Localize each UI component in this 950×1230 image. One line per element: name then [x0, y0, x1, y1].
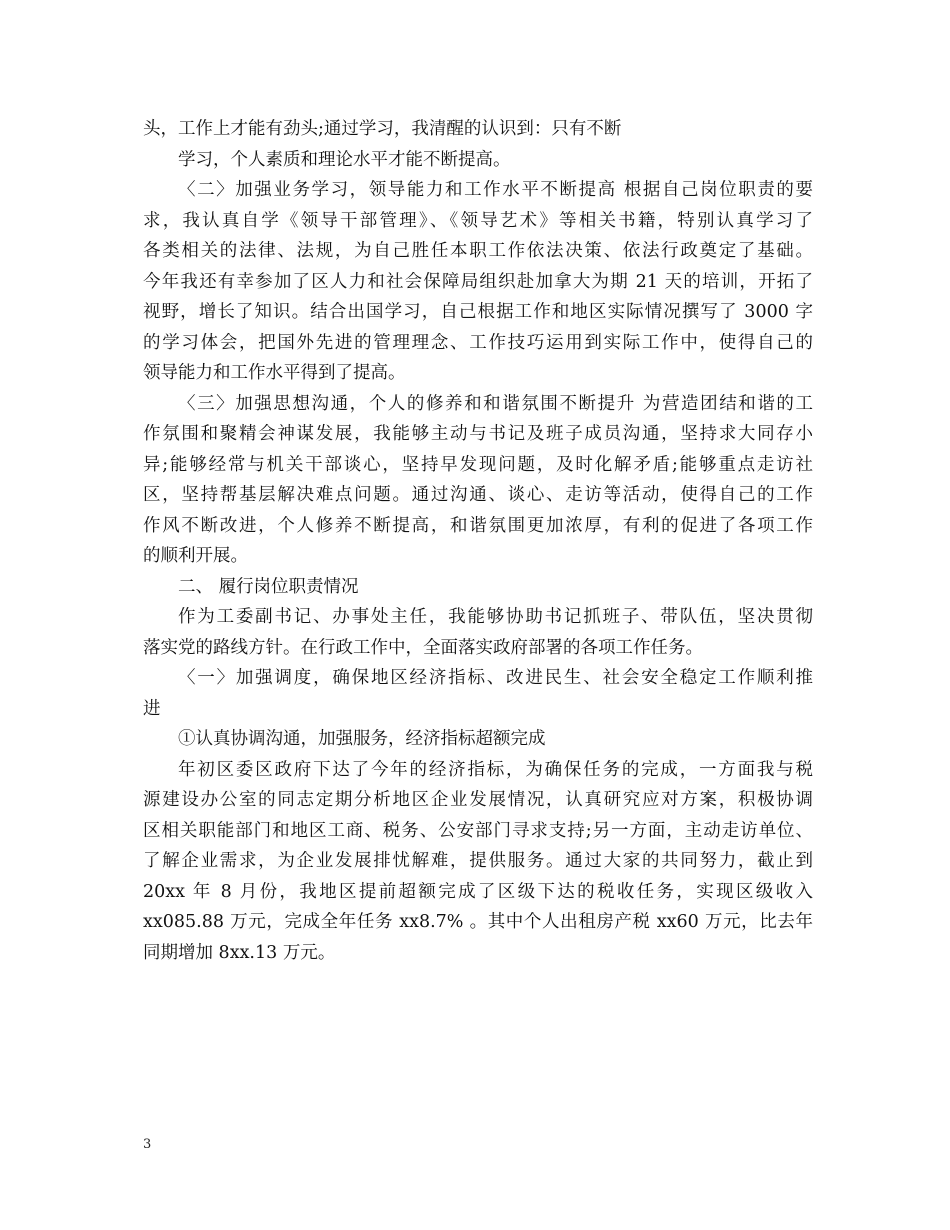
text-line: 年初区委区政府下达了今年的经济指标，为确保任务的完成，一方面我与税 — [178, 759, 813, 780]
text-line: 各类相关的法律、法规，为自己胜任本职工作依法决策、依法行政奠定了基础。 — [143, 241, 813, 261]
page-number: 3 — [143, 1137, 152, 1152]
text-line: 求，我认真自学《领导干部管理》、《领导艺术》等相关书籍，特别认真学习了 — [143, 210, 813, 231]
text-line: 区，坚持帮基层解决难点问题。通过沟通、谈心、走访等活动，使得自己的工作 — [143, 485, 813, 505]
text-line: 区相关职能部门和地区工商、税务、公安部门寻求支持;另一方面，主动走访单位、 — [143, 820, 813, 841]
text-line: 二、 履行岗位职责情况 — [178, 576, 359, 597]
text-line: 的学习体会，把国外先进的管理理念、工作技巧运用到实际工作中，使得自己的 — [143, 332, 813, 353]
text-line: 20xx 年 8 月份，我地区提前超额完成了区级下达的税收任务，实现区级收入 — [143, 881, 813, 902]
text-line: 了解企业需求，为企业发展排忧解难，提供服务。通过大家的共同努力，截止到 — [143, 851, 813, 871]
text-line: 今年我还有幸参加了区人力和社会保障局组织赴加拿大为期 21 天的培训，开拓了 — [143, 271, 813, 292]
text-line: 进 — [143, 698, 161, 719]
text-line: 落实党的路线方针。在行政工作中，全面落实政府部署的各项工作任务。 — [143, 637, 703, 658]
text-line: 学习，个人素质和理论水平才能不断提高。 — [178, 149, 511, 170]
text-line: 的顺利开展。 — [143, 546, 248, 566]
text-line: 作为工委副书记、办事处主任，我能够协助书记抓班子、带队伍，坚决贯彻 — [178, 607, 813, 627]
document-body — [143, 114, 813, 968]
text-line: 视野，增长了知识。结合出国学习，自己根据工作和地区实际情况撰写了 3000 字 — [143, 302, 813, 322]
text-line: 〈三〉加强思想沟通，个人的修养和和谐氛围不断提升 为营造团结和谐的工 — [178, 393, 813, 414]
text-line: 〈二〉加强业务学习，领导能力和工作水平不断提高 根据自己岗位职责的要 — [178, 180, 813, 200]
text-line: 领导能力和工作水平得到了提高。 — [143, 363, 406, 383]
text-line: 作风不断改进，个人修养不断提高，和谐氛围更加浓厚，有利的促进了各项工作 — [143, 515, 813, 536]
text-line: 同期增加 8xx.13 万元。 — [143, 942, 336, 963]
text-line: 作氛围和聚精会神谋发展，我能够主动与书记及班子成员沟通，坚持求大同存小 — [143, 424, 813, 444]
text-line: 头，工作上才能有劲头;通过学习，我清醒的认识到：只有不断 — [143, 119, 622, 139]
text-line: 〈一〉加强调度，确保地区经济指标、改进民生、社会安全稳定工作顺利推 — [178, 668, 813, 688]
text-line: ①认真协调沟通，加强服务，经济指标超额完成 — [178, 729, 546, 749]
text-line: 异;能够经常与机关干部谈心，坚持早发现问题，及时化解矛盾;能够重点走访社 — [143, 454, 813, 475]
text-line: xx085.88 万元，完成全年任务 xx8.7% 。其中个人出租房产税 xx60 万元，比去年 — [143, 912, 813, 932]
text-line: 源建设办公室的同志定期分析地区企业发展情况，认真研究应对方案，积极协调 — [143, 790, 813, 810]
